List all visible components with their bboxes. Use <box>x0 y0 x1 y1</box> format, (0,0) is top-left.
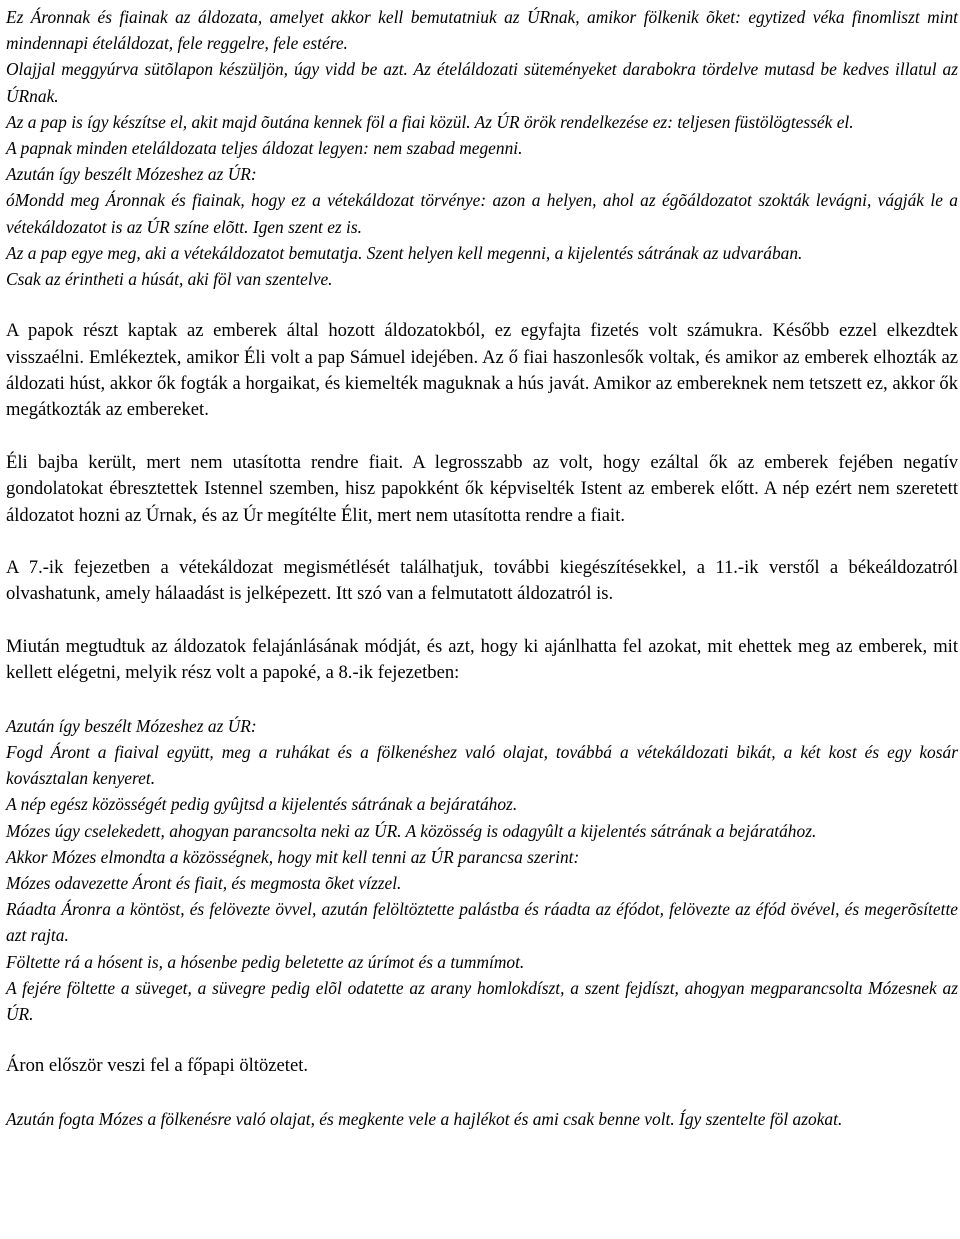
verse-line: Azután fogta Mózes a fölkenésre való olajat, és megkente vele a hajlékot és ami csak benne volt. Így szentelte föl azokat. <box>6 1108 843 1129</box>
verse-line: A fejére föltette a süveget, a süvegre pedig elõl odatette az arany homlokdíszt, a szent fejdíszt, ahogyan megparancsolta Mózesnek az ÚR. <box>6 977 958 1024</box>
verse-line: Az a pap egye meg, aki a vétekáldozatot bemutatja. Szent helyen kell megenni, a kijelentés sátrának az udvarában. <box>6 242 803 263</box>
scripture-quote-block-1 <box>6 4 958 292</box>
verse-line: Az a pap is így készítse el, akit majd õutána kennek föl a fiai közül. Az ÚR örök rendelkezése ez: teljesen füstölögtessék el. <box>6 111 854 132</box>
verse-line: Csak az érintheti a húsát, aki föl van szentelve. <box>6 269 333 290</box>
verse-line: óMondd meg Áronnak és fiainak, hogy ez a vétekáldozat törvénye: azon a helyen, ahol az égõáldozatot szokták levágni, vágják le a vétekáldozatot is az ÚR színe elõtt. Igen szent ez is. <box>6 190 958 237</box>
commentary-paragraph: Áron először veszi fel a főpapi öltözetet. <box>6 1055 309 1077</box>
scripture-quote-block-2 <box>6 713 958 1027</box>
scripture-quote-block-3 <box>6 1106 958 1132</box>
verse-line: Fogd Áront a fiaival együtt, meg a ruhákat és a fölkenéshez való olajat, továbbá a vétekáldozati bikát, a két kost és egy kosár kovásztalan kenyeret. <box>6 741 958 789</box>
commentary-paragraph: Éli bajba került, mert nem utasította rendre fiait. A legrosszabb az volt, hogy ezáltal ők az emberek fejében negatív gondolatokat ébresztettek Istennel szemben, hisz papokként ők képviselték Istent az emberek előtt. A nép ezért nem szeretett áldozatot hozni az Úrnak, és az Úr megítélte Élit, mert nem utasította rendre a fiait. <box>6 451 958 526</box>
verse-line: Föltette rá a hósent is, a hósenbe pedig beletette az úrímot és a tummímot. <box>6 951 525 972</box>
verse-line: Akkor Mózes elmondta a közösségnek, hogy mit kell tenni az ÚR parancsa szerint: <box>6 846 580 867</box>
commentary-paragraph: A papok részt kaptak az emberek által hozott áldozatokból, ez egyfajta fizetés volt számukra. Később ezzel elkezdtek visszaélni. Emlékeztek, amikor Éli volt a pap Sámuel idejében. Az ő fiai haszonlesők voltak, és amikor az emberek elhozták az áldozati húst, akkor ők fogták a horgaikat, és kiemelték maguknak a hús javát. Amikor az embereknek nem tetszett ez, akkor ők megátkozták az embereket. <box>6 320 958 421</box>
verse-line: Azután így beszélt Mózeshez az ÚR: <box>6 715 257 736</box>
verse-line: Ráadta Áronra a köntöst, és felövezte övvel, azután felöltöztette palástba és ráadta az éfódot, felövezte az éfód övével, és megerõsítette azt rajta. <box>6 899 958 946</box>
verse-line: Azután így beszélt Mózeshez az ÚR: <box>6 164 257 185</box>
verse-line: A papnak minden eteláldozata teljes áldozat legyen: nem szabad megenni. <box>6 138 523 159</box>
document-page <box>6 4 958 1132</box>
verse-line: Mózes úgy cselekedett, ahogyan parancsolta neki az ÚR. A közösség is odagyûlt a kijelentés sátrának a bejáratához. <box>6 820 817 841</box>
commentary-paragraph: A 7.-ik fejezetben a vétekáldozat megismétlését találhatjuk, további kiegészítésekkel, a 11.-ik verstől a békeáldozatról olvashatunk, amely hálaadást is jelképezett. Itt szó van a felmutatott áldozatról is. <box>6 557 958 605</box>
verse-line: Ez Áronnak és fiainak az áldozata, amelyet akkor kell bemutatniuk az ÚRnak, amikor fölkenik õket: egytized véka finomliszt mint mindennapi ételáldozat, fele reggelre, fele estére. <box>6 7 958 54</box>
verse-line: A nép egész közösségét pedig gyûjtsd a kijelentés sátrának a bejáratához. <box>6 794 518 815</box>
verse-line: Olajjal meggyúrva sütõlapon készüljön, úgy vidd be azt. Az ételáldozati süteményeket darabokra tördelve mutasd be kedves illatul az ÚRnak. <box>6 59 958 106</box>
verse-line: Mózes odavezette Áront és fiait, és megmosta õket vízzel. <box>6 872 402 893</box>
commentary-paragraph: Miután megtudtuk az áldozatok felajánlásának módját, és azt, hogy ki ajánlhatta fel azokat, mit ehettek meg az emberek, mit kellett elégetni, melyik rész volt a papoké, a 8.-ik fejezetben: <box>6 635 958 684</box>
